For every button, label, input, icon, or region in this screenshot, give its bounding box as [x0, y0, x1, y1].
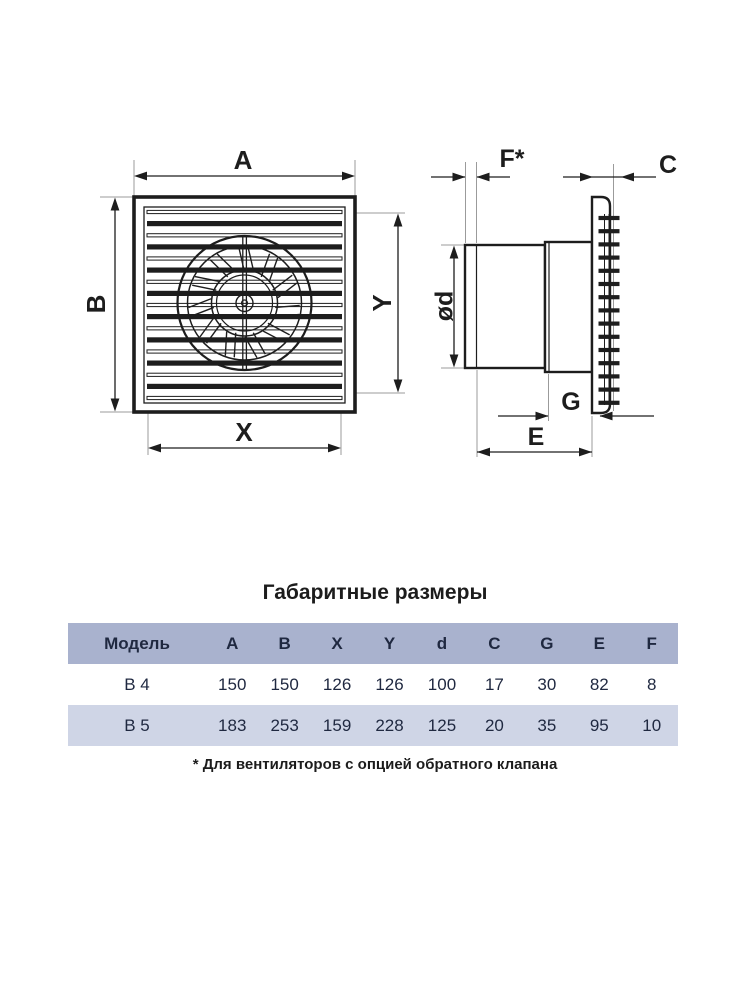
model-name: B 5: [124, 715, 150, 735]
value-cell: 10: [642, 715, 662, 735]
value-cell: 125: [427, 715, 457, 735]
value-cell: 8: [646, 674, 657, 694]
value-cell: 20: [484, 715, 504, 735]
dimension-Y: [367, 214, 402, 393]
value-cell: 17: [484, 674, 504, 694]
col-header-Y: Y: [383, 633, 396, 653]
col-header-d: d: [436, 633, 448, 653]
value-cell: 126: [322, 674, 352, 694]
dimension-X: [148, 417, 341, 452]
value-cell: 183: [218, 715, 247, 735]
dimension-B: [81, 198, 119, 412]
dim-label-A: A: [233, 145, 253, 175]
value-cell: 30: [537, 674, 557, 694]
value-cell: 150: [270, 674, 299, 694]
section-title: Габаритные размеры: [262, 581, 488, 604]
side-view-drawing: [431, 145, 678, 457]
value-cell: 35: [537, 715, 557, 735]
dim-label-F: F*: [499, 145, 525, 173]
table-row: [68, 705, 678, 746]
dim-label-d: ød: [430, 290, 459, 322]
dimension-F: [431, 145, 525, 181]
value-cell: 82: [589, 674, 609, 694]
col-header-X: X: [331, 633, 343, 653]
dimension-C: [563, 151, 677, 181]
value-cell: 95: [589, 715, 609, 735]
model-name: B 4: [124, 674, 150, 694]
front-view-drawing: [81, 145, 405, 455]
col-header-C: C: [488, 633, 501, 653]
grille-louver-slats: [599, 214, 620, 405]
table-row: [68, 664, 678, 705]
dimension-G: [498, 388, 654, 420]
value-cell: 150: [218, 674, 247, 694]
table-header-row: [68, 623, 678, 664]
col-header-model: Модель: [104, 633, 170, 653]
dimensions-table: [68, 623, 678, 746]
dimension-E: [477, 423, 592, 456]
col-header-E: E: [593, 633, 605, 653]
dimension-d: [431, 246, 459, 368]
value-cell: 100: [427, 674, 457, 694]
footnote: * Для вентиляторов с опцией обратного клапана: [192, 756, 558, 773]
dim-label-X: X: [235, 417, 253, 447]
value-cell: 228: [375, 715, 404, 735]
dim-label-E: E: [527, 423, 545, 451]
col-header-A: A: [226, 633, 239, 653]
dim-label-Y: Y: [367, 294, 397, 312]
dim-label-G: G: [561, 388, 581, 416]
value-cell: 253: [270, 715, 299, 735]
dimension-A: [134, 145, 355, 180]
dim-label-B: B: [81, 294, 111, 314]
dim-label-C: C: [658, 151, 678, 179]
col-header-B: B: [278, 633, 291, 653]
col-header-G: G: [540, 633, 554, 653]
value-cell: 159: [322, 715, 352, 735]
value-cell: 126: [375, 674, 404, 694]
col-header-F: F: [646, 633, 657, 653]
